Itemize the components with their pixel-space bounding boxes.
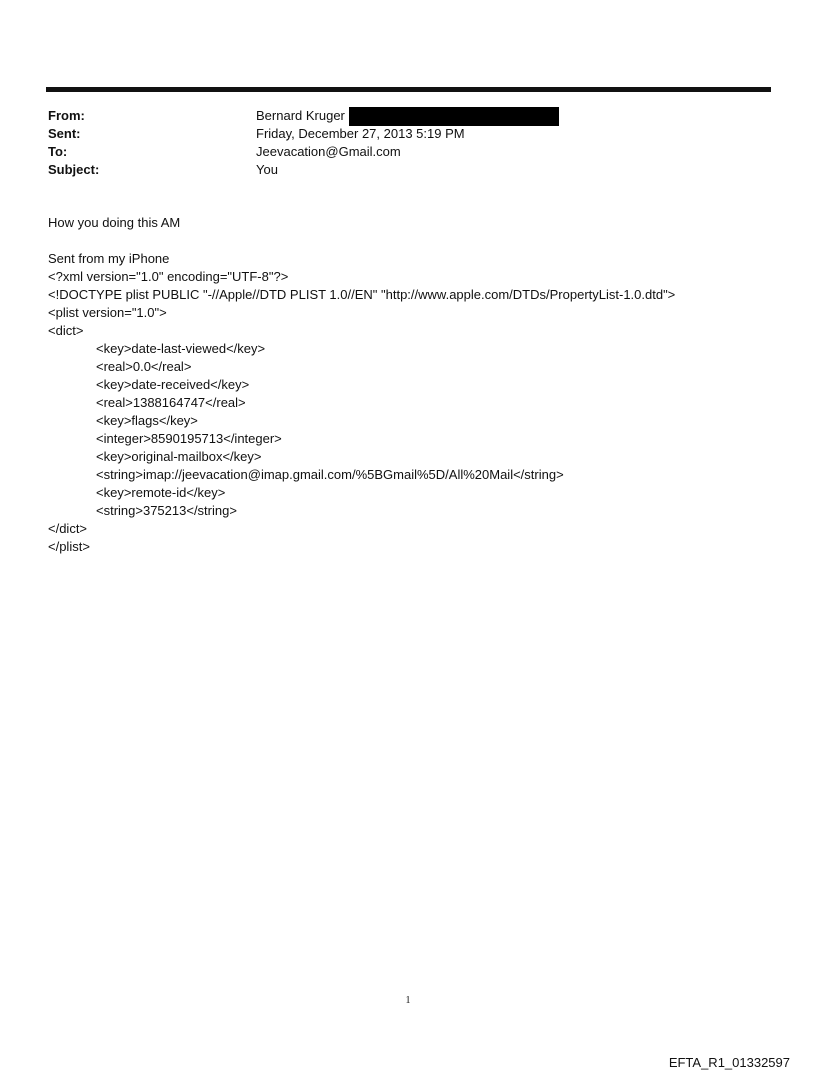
from-value-container (256, 107, 559, 126)
sent-value: Friday, December 27, 2013 5:19 PM (256, 126, 465, 141)
from-value: Bernard Kruger (256, 108, 345, 123)
subject-value: You (256, 162, 278, 177)
document-id: EFTA_R1_01332597 (668, 1055, 790, 1070)
from-row (48, 107, 768, 125)
plist-open-line: <plist version="1.0"> (48, 305, 167, 320)
to-label: To: (48, 144, 68, 159)
dict-entry-line: <integer>8590195713</integer> (96, 431, 282, 446)
xml-declaration-line: <?xml version="1.0" encoding="UTF-8"?> (48, 269, 289, 284)
blank-line (48, 232, 788, 250)
dict-entry-line: <string>375213</string> (96, 503, 237, 518)
dict-entry-line: <real>1388164747</real> (96, 395, 246, 410)
dict-entry-line: <key>original-mailbox</key> (96, 449, 262, 464)
dict-close-line: </dict> (48, 521, 88, 536)
dict-entry-line: <string>imap://jeevacation@imap.gmail.com/%5BGmail%5D/All%20Mail</string> (96, 467, 564, 482)
from-label: From: (48, 108, 85, 123)
subject-label: Subject: (48, 162, 100, 177)
dict-entry-line: <key>date-last-viewed</key> (96, 341, 266, 356)
sent-label: Sent: (48, 126, 81, 141)
email-header (48, 107, 768, 179)
dict-open-line: <dict> (48, 323, 84, 338)
dict-entry-line: <key>flags</key> (96, 413, 198, 428)
greeting-line: How you doing this AM (48, 215, 181, 230)
dict-entry-line: <real>0.0</real> (96, 359, 192, 374)
header-divider (46, 87, 771, 92)
doctype-line: <!DOCTYPE plist PUBLIC "-//Apple//DTD PLIST 1.0//EN" "http://www.apple.com/DTDs/PropertyList-1.0.dtd"> (48, 287, 676, 302)
redaction-block (349, 107, 559, 126)
page-number: 1 (405, 995, 411, 1006)
subject-row (48, 161, 768, 179)
to-value: Jeevacation@Gmail.com (256, 144, 401, 159)
email-body (48, 214, 788, 556)
dict-entry-line: <key>remote-id</key> (96, 485, 226, 500)
dict-entry-line: <key>date-received</key> (96, 377, 250, 392)
plist-close-line: </plist> (48, 539, 90, 554)
sent-row (48, 125, 768, 143)
signature-line: Sent from my iPhone (48, 251, 170, 266)
to-row (48, 143, 768, 161)
